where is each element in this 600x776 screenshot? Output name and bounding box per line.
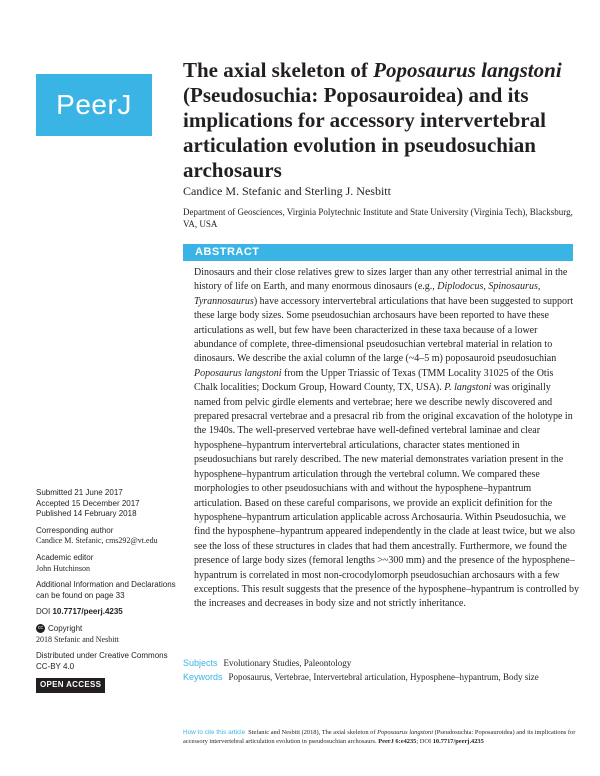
abstract-s2: , — [483, 281, 489, 293]
abstract-i5: P. langstoni — [444, 382, 492, 394]
copyright-cc-icon: cc — [38, 625, 43, 632]
abstract-s4: ) have accessory intervertebral articulations that have been suggested to support these large body sizes. Some pseudosuchian archosaurs have been reported to have these articulations as well, but few have been characterized in these taxa because of a lower abundance of complete, three-dimensional pseudosuchian vertebral material in relation to dinosaurs. We describe the axial column of the large (~4–5 m) poposauroid pseudosuchian — [194, 295, 574, 365]
subjects-label: Subjects — [183, 658, 218, 668]
accepted-date: Accepted 15 December 2017 — [36, 498, 140, 508]
submitted-date: Submitted 21 June 2017 — [36, 488, 123, 497]
abstract-i3: Tyrannosaurus — [194, 295, 254, 307]
how-to-cite — [183, 728, 583, 746]
doi-line — [36, 607, 176, 618]
title-part-2: (Pseudosuchia: Poposauroidea) and its implications for accessory intervertebral articulation evolution in pseudosuchian archosaurs — [183, 83, 546, 182]
doi-link[interactable]: 10.7717/peerj.4235 — [52, 607, 123, 617]
abstract-s5: from the Upper Triassic of Texas (TMM Locality 31025 of the Otis Chalk localities; Dockum Group, Howard County, TX, USA). — [194, 367, 554, 394]
academic-editor-label: Academic editor — [36, 552, 94, 562]
article-title — [183, 58, 583, 183]
additional-information[interactable]: Additional Information and Declarations can be found on page 33 — [36, 580, 176, 600]
subjects — [183, 658, 351, 668]
affiliation: Department of Geosciences, Virginia Polytechnic Institute and State University (Virginia Tech), Blacksburg, VA, USA — [183, 207, 573, 229]
abstract-text — [194, 266, 579, 612]
subjects-value: Evolutionary Studies, Paleontology — [223, 658, 352, 668]
doi-label: DOI — [36, 607, 53, 617]
copyright-label: Copyright — [48, 623, 83, 633]
keywords-value: Poposaurus, Vertebrae, Intervertebral articulation, Hyposphene–hypantrum, Body size — [228, 672, 539, 682]
title-part-1: The axial skeleton of — [183, 58, 374, 82]
cite-species: Poposaurus langstoni — [377, 729, 433, 736]
cite-text-3: ; DOI — [416, 738, 433, 745]
copyright-value: 2018 Stefanic and Nesbitt — [36, 634, 119, 644]
abstract-s6: was originally named from pelvic girdle elements and vertebrae; here we describe newly discovered and prepared presacral vertebrae and a presacral rib from the original excavation of the holotype in the 1940s. The well-preserved vertebrae have well-defined vertebral laminae and clear hyposphene–hypantrum intervertebral articulations, character states mentioned in pseudosuchians but rarely described. The new material demonstrates variation present in the hyposphene–hypantrum articulation through the vertebral column. We compared these morphologies to other pseudosuchians with and without the hyposphene–hypantrum articulation. Based on these careful comparisons, we provide an explicit definition for the hyposphene–hypantrum articulation applicable across Archosauria. Within Pseudosuchia, we find the hyposphene–hypantrum appeared independently in the clade at least twice, but we also see the loss of these structures in clades that had them ancestrally. Furthermore, we found the presence of large body sizes (femoral lengths >~300 mm) and the presence of the hyposphene–hypantrum is correlated in most non-crocodylomorph pseudosuchian archosaurs with a few exceptions. This result suggests that the presence of the hyposphene–hypantrum is controlled by the increases and decreases in body size and not strictly inheritance. — [194, 382, 580, 610]
cite-text-1: Stefanic and Nesbitt (2018), The axial skeleton of — [248, 729, 378, 736]
corresponding-author-value[interactable]: Candice M. Stefanic, cms292@vt.edu — [36, 536, 158, 546]
abstract-heading: ABSTRACT — [183, 244, 573, 261]
cite-journal: PeerJ 6:e4235 — [378, 738, 417, 745]
cite-doi-link[interactable]: 10.7717/peerj.4235 — [432, 738, 484, 745]
abstract-s1: Dinosaurs and their close relatives grew to sizes larger than any other terrestrial animal in the history of life on Earth, and many enormous dinosaurs (e.g., — [194, 267, 568, 293]
abstract-i4: Poposaurus langstoni — [194, 367, 282, 379]
abstract-i2: Spinosaurus — [488, 281, 538, 293]
peerj-logo: PeerJ — [36, 74, 152, 136]
license-text[interactable]: Distributed under Creative Commons CC-BY 4.0 — [36, 651, 168, 671]
article-info-sidebar — [36, 488, 176, 693]
title-species: Poposaurus langstoni — [373, 58, 562, 82]
academic-editor-value: John Hutchinson — [36, 563, 90, 573]
abstract-i1: Diplodocus — [437, 281, 484, 293]
open-access-badge: OPEN ACCESS — [36, 678, 105, 693]
corresponding-author-label: Corresponding author — [36, 525, 114, 535]
keywords-label: Keywords — [183, 672, 223, 682]
cite-label: How to cite this article — [183, 729, 246, 736]
cite-text-2: (Pseudosuchia: Poposauroidea) and its implications for accessory intervertebral articulation evolution in pseudosuchian archosaurs. — [183, 729, 576, 745]
authors: Candice M. Stefanic and Sterling J. Nesbitt — [183, 184, 391, 198]
published-date: Published 14 February 2018 — [36, 509, 137, 519]
copyright-line — [36, 624, 176, 635]
keywords — [183, 672, 539, 682]
abstract-s3: , — [537, 281, 541, 293]
